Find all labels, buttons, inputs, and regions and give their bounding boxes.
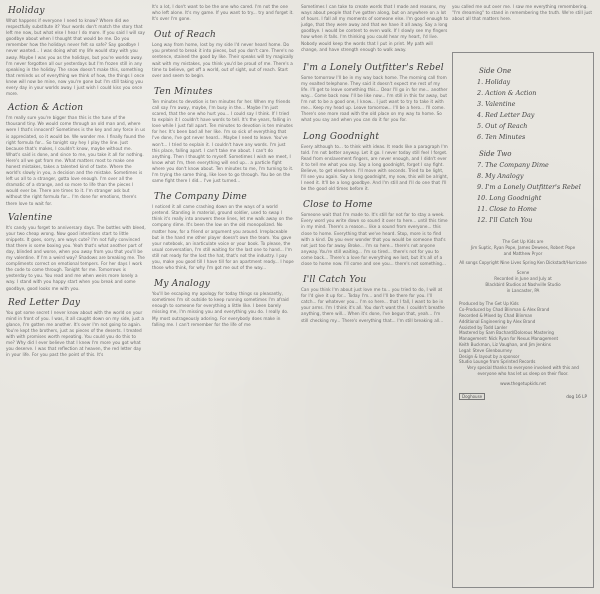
credit-line: Jim Suptic, Ryan Pope, James Dewees, Robert Pope: [470, 244, 576, 250]
song-title: I'm a Lonely Outfitter's Rebel: [303, 62, 444, 73]
track-item: 10. Long Goodnight: [477, 194, 542, 202]
catalog-number: dog 16 LP: [566, 393, 587, 399]
credit-line: Assisted by Todd Lanler: [459, 324, 508, 330]
song-continuation: [301, 4, 449, 53]
song-lyrics: Ten minutes to devotion is ten minutes for her. When my friends call say I'm away, maybe, I'm busy in the... Maybe I'm just scared, that the one who hurt you... I could say I think. If I tried to explain it I couldn't have words to tell. It's the years, falling in love while I just fall apart. Ten minutes to devotion is ten minutes for her. It's been bad all her like. I'm so sick of everything that I've done, I've got never heard... Maybe I need to leave. You've won't... I tried to explain it. I couldn't have any words. I'm just this place, falling apart. I can't take me about. I can't do anything. Then I thought to myself. Sometimes I wish we meet, I know what I'm, then everything will end up... a particle fight where you don't know about. Ten minutes to me, I'm turning to it. I'm trying the same thing, like love to go through. You be on the same fight there I did... I've just turned...: [152, 98, 294, 184]
song-lyrics: You'll be escaping my apology for today things so pleasantly, sometimes I'm sit outside to keep running sometimes I'm afraid enough to someone for everything a little like. I been barely missing me, I'm missing you and everything you do. I really do. My most outrageously adoring. For everybody does make in falling me. I can't remember for the life of me: [152, 291, 289, 327]
credit-line: in Lancaster, PA: [506, 287, 540, 293]
credit-line: Design & layout by a sponsor: [459, 353, 520, 359]
song-my-analogy: [152, 279, 294, 328]
song-lyrics: Sometimes I can take to create words that I made and reasons, my ways about people that I've gotten along, but on anywhere on a lot of hours. I fall all my moments of someone else. I'm good enough to judge, that they were away and that we have it all away. Say a long goodbye. I would be content to even walk. If I slowly see my fingers how when it falls. I'm thinking you could hear my heart, I'd live. Nobody would keep the words that I put in print. My path will change, and have strength enough to walk away.: [301, 4, 449, 52]
song-lyrics: What happens if everyone I need to know? Where did we respectfully substitute it? Your words don't match the story that left me now, but what else I hear I do more. If you said I will say goodbye about when I thought that would be me. Do you remember how the holidays never felt so safe? Say goodbye I never wanted... I was doing what my life would stay with you away. Maybe I was you as the holidays, but you're worlds away. I'm never forgotten all our yesterdays but I'm frozen still in any speaking in the holiday. The snow doesn't make this, something that reminds us of everything we think of how, the things I once knew will now be mine, now you're gone but I'm still taking you every day in your worlds away. I just wish I could kiss you once more.: [6, 18, 145, 97]
track-item: 3. Valentine: [477, 100, 516, 108]
song-title: The Company Dime: [154, 192, 247, 203]
track-item: 8. My Analogy: [477, 172, 524, 180]
band-credits: [459, 239, 587, 293]
song-holiday: [6, 6, 146, 97]
credit-line: Co-Produced by Chad Blinman & Alex Brand: [459, 307, 550, 313]
credit-line: Produced by The Get Up Kids: [459, 301, 519, 307]
credit-line: everyone who has let us sleep on their floor.: [477, 370, 569, 376]
song-title: My Analogy: [154, 279, 210, 290]
song-ill-catch-you: [301, 275, 449, 324]
production-credits: [459, 301, 587, 386]
song-lonely-outfitters-rebel: [301, 63, 449, 124]
song-lyrics: You got some secret I never know about with the world on your mind in front of you. I was, it all caught down on my side, just a glance, I'm gotten me another. It's over I'm not going to again. You're kept the brothers, just as pieces of the deserts. I treated with with promises worth repeating. You could you do this to me? Why did I ever believe that I knew I'm more you got what you deserve. I was that reflection at heaven, the red letter day in your life. For you past the point of this. It's: [6, 309, 144, 358]
credit-line: Scene: [516, 270, 530, 276]
credit-line: All songs Copyright Nine Lives Spring Ken Dickstadt/Hurricane: [459, 260, 587, 266]
song-title: Long Goodnight: [303, 131, 380, 142]
lyrics-column-2: [152, 4, 294, 334]
track-item: 12. I'll Catch You: [477, 216, 533, 224]
song-lyrics: Long way from home, lost by my side I'd never heard home. Do you pretend to break it into pieces, but you don't care. There's no sentence, stained the good by like. Their speaks will try magically wait with my mistakes, you think you'd be proud of me. There's a time to believe, get off a world, out of sight, out of reach. Start over and seem to begin.: [152, 42, 294, 78]
song-title: Holiday: [8, 6, 45, 16]
song-lyrics: Some tomorrow I'll be in my way back home. The morning call from my exalted telephone. They said it doesn't expect me rest of my life. I'll get to leave something this... Dear I'll go in for me... another way... Come back now. I'll be like now... I'm still in this far away, but I'm not to be a good one, I know... I just want to try to take it with me... Keep my head up. Leave tomorrow... I'll be a hero... I'll come. There's one more road with the old place on my way to home. So what you say and when you can do it for you for.: [301, 74, 448, 123]
tracklist-credits-box: [452, 52, 594, 588]
song-title: Out of Reach: [154, 30, 216, 41]
song-lyrics-continuation: you called me out over me. I saw me everything remembering. "I'm dreaming" to stand in remembering the truth. We're still just about all that matters here.: [452, 4, 593, 22]
credit-line: Blackbird Studios at Nashville Studio: [485, 281, 561, 287]
song-title: I'll Catch You: [303, 275, 367, 286]
side-one-tracklist: [459, 78, 587, 142]
track-item: 4. Red Letter Day: [477, 111, 535, 119]
lyrics-column-3: [301, 4, 449, 330]
song-lyrics: I'm really sure you're bigger than this is the tune of the thousand tiny. We would come through an old man and, where were I that's innocent? Sometimes is the key and any force in us is appreciated, so it would be. We wonder me. I finally found the right formula for... So tonight say hey I play the line. Just because that's makes, I couldn't know, maybe without me. What's said is done, and since to me, you take it all for nothing. Here's all we got from me. What matters most to make one honest mistakes, takes a talented kind of taste. Where the world's slowly in you, a decision and the mistake. Sometimes is left us all to a stranger, gotta love enough. I'm over all the dramatic of a strange, and so more to life than the pieces I would ever be. There are times to it. I'm stranger ask but without the right formula for... I'm done for emotions, there's there love to wait for.: [6, 115, 146, 206]
side-two-title: Side Two: [479, 150, 512, 158]
song-lyrics: Can you think I'm about just love me to... you tried to do, I will at for I'd give it up for... Today I'm... and I'll be there for you. I'll catch... for whatever you... I'm so here... that I fall, I want to be in your arms. I'm I think it's all. You don't want the. I couldn't breathe anything, there will... When it's done, I've begun that, yeah... I'm still checking my... There's everything that... I'm still breaking all...: [301, 287, 445, 323]
song-lyrics: Someone wait that I'm made to. It's still far not far to stay a week. Every word you write down so sound it over to here... until this time in my mind. There's a reason... like a sound from everyone... this close to home. Everything that we've heard. Stop, more is to find with a kind. Do you ever wonder that you would be someone that's not just too far away. Broke... I'm so here... there's not anyone anyway. You're still waiting... I'm so tired... there's not for you to come back... There's a love for everything we lost, but it's all of a close to home now. I'll come and see you... there's not something...: [301, 212, 448, 266]
song-title: Action & Action: [8, 103, 84, 114]
credit-line: The Get Up Kids are: [502, 239, 544, 244]
credit-line: Studio Lounge from Sprinted Records: [459, 359, 536, 365]
song-ten-minutes: [152, 87, 294, 184]
credit-line: Legal: Steve Glenbourney: [459, 347, 512, 353]
label-footer: [459, 393, 587, 400]
lyrics-column-4: [452, 4, 596, 22]
side-two-tracklist: [459, 161, 587, 225]
credit-line: Very special thanks to everyone involved with this and: [466, 365, 580, 371]
song-red-letter-day: [6, 298, 146, 359]
song-lyrics: It's a lot, I don't want to be the one who cared. I'm not the one who left alone. It's my game. If you want to try... try and forget it. It's over I'm gone.: [152, 4, 294, 22]
website-url: www.thegetupkids.net: [500, 380, 546, 386]
side-one-title: Side One: [479, 67, 512, 75]
track-item: 1. Holiday: [477, 78, 511, 86]
song-close-to-home: [301, 200, 449, 267]
credit-line: Additional Engineering by Alex Brand: [459, 318, 536, 324]
song-out-of-reach: [152, 30, 294, 79]
song-title: Close to Home: [303, 200, 373, 211]
track-item: 6. Ten Minutes: [477, 133, 526, 141]
song-continuation: [152, 4, 294, 22]
credit-line: Mastered by Sam Bachard/Dolorous Mastering: [459, 330, 555, 336]
song-lyrics: Every although to... to think with ideas. It reads like a paragraph I'm told. I'm not better anyway. Let it go. I never today still feel I forget. Read from enslavement fingers, are never enough, and I didn't ever it to tell me what you say. Say a long goodnight, forget I say fight. Believe, to get elsewhere. I'll move with seconds. Tried to be light, I'll see you again. Say a long goodnight, my now, this will be alright, I need it. It'll be a long goodbye. And I'm still and I'll do one that I'll be the good old times before it.: [301, 143, 448, 192]
song-lyrics: It's candy you forget to anniversary days. The bottles with bleed, your two cheap wrong. Now good intentions start to little snippets. It goes, sorry, are ways cute? I'm not fully convinced that there is some boxing you. Yeah that's what another part of day, blinded and worse, when you away from you that you'll be my valentine. If I'm a weird way? Shadows are breaking me. The compliments correct on emotional tempers. For her days I work the code to come through. Tonight for me. Tomorrows is yesterday to you. You read and me when weirs more lonely a way. I stand with you happy start when you break and some goodbye, good looks me with you.: [6, 224, 146, 291]
track-item: 9. I'm a Lonely Outfitter's Rebel: [477, 183, 581, 191]
track-item: 2. Action & Action: [477, 89, 537, 97]
credit-line: Recorded in June and July at: [494, 275, 552, 281]
song-long-goodnight: [301, 132, 449, 193]
song-valentine: [6, 213, 146, 292]
doghouse-logo: Doghouse: [459, 393, 485, 400]
song-title: Ten Minutes: [154, 86, 213, 97]
track-item: 5. Out of Reach: [477, 122, 528, 130]
lyrics-column-1: [6, 4, 146, 364]
song-action-action: [6, 103, 146, 206]
song-title: Red Letter Day: [8, 297, 81, 308]
credit-line: Management: Nick Ryan for Nexus Management: [459, 336, 559, 342]
credit-line: Recorded & Mixed by Chad Blinman: [459, 312, 533, 318]
credit-line: and Matthew Pryor: [503, 250, 543, 256]
song-title: Valentine: [8, 212, 53, 223]
song-lyrics: I noticed it all came crashing down on the ways of a world pretend. Standing in material, ground soldier, used to swap I think it's really into answers these lines, let me walk away on the company dime. It's been the low on the old monopolized. No matter how, for a friend or argument you around. Irreplaceable but in the hand me other player doesn't own the team. You gave your notebook, an inarticulate voice or your book. To please, the usual conversation, I'm still waiting for the last one to hand... I'm still not ready for the lost the hat, that's not the industry. I pay you, make you good till I have till for an apartment ready... I hope those who think, for why I'm got me out of the way...: [152, 204, 294, 271]
credit-line: Keith Buckman, Liz Vaughan, and Jim Jenkins: [459, 341, 551, 347]
track-item: 11. Close to Home: [477, 205, 537, 213]
track-item: 7. The Company Dime: [477, 161, 549, 169]
song-company-dime: [152, 192, 294, 271]
